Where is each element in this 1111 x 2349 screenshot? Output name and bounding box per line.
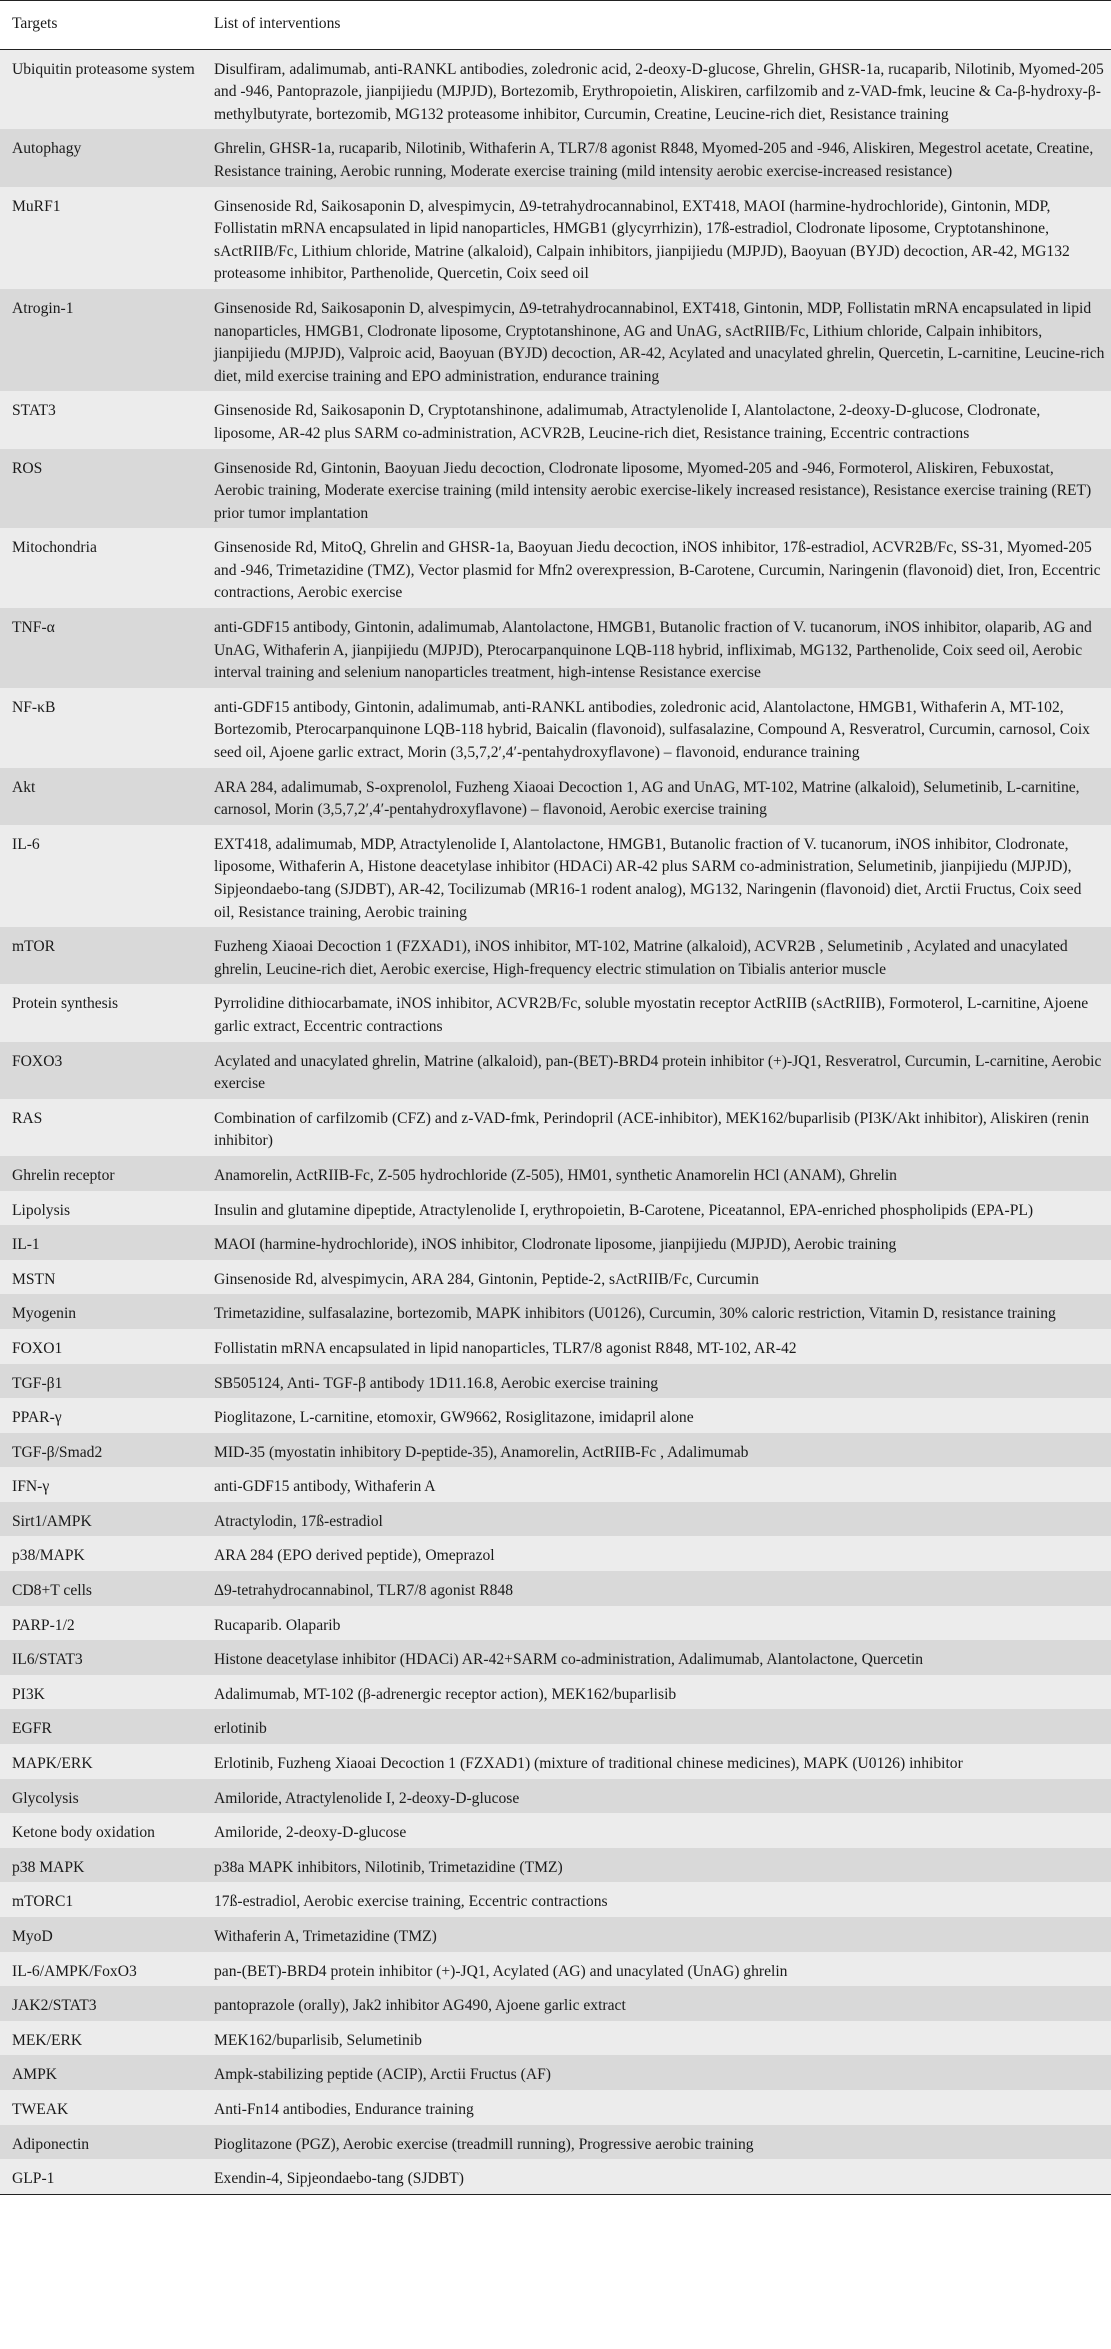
interventions-cell: Acylated and unacylated ghrelin, Matrine (alkaloid), pan-(BET)-BRD4 protein inhibitor (+)-JQ1, Resveratrol, Curcumin, L-carnitine, Aerobic exercise bbox=[202, 1042, 1111, 1099]
interventions-cell: Amiloride, 2-deoxy-D-glucose bbox=[202, 1813, 1111, 1848]
interventions-cell: Exendin-4, Sipjeondaebo-tang (SJDBT) bbox=[202, 2159, 1111, 2194]
target-cell: Mitochondria bbox=[0, 528, 202, 608]
interventions-cell: Pioglitazone (PGZ), Aerobic exercise (treadmill running), Progressive aerobic training bbox=[202, 2125, 1111, 2160]
target-cell: Adiponectin bbox=[0, 2125, 202, 2160]
target-cell: IFN-γ bbox=[0, 1467, 202, 1502]
interventions-cell: Pioglitazone, L-carnitine, etomoxir, GW9662, Rosiglitazone, imidapril alone bbox=[202, 1398, 1111, 1433]
interventions-cell: anti-GDF15 antibody, Withaferin A bbox=[202, 1467, 1111, 1502]
target-cell: IL-6 bbox=[0, 825, 202, 927]
target-cell: PPAR-γ bbox=[0, 1398, 202, 1433]
interventions-cell: Adalimumab, MT-102 (β-adrenergic receptor action), MEK162/buparlisib bbox=[202, 1675, 1111, 1710]
target-cell: Ghrelin receptor bbox=[0, 1156, 202, 1191]
target-cell: TNF-α bbox=[0, 608, 202, 688]
interventions-cell: pantoprazole (orally), Jak2 inhibitor AG490, Ajoene garlic extract bbox=[202, 1986, 1111, 2021]
target-cell: Ubiquitin proteasome system bbox=[0, 49, 202, 129]
target-cell: Glycolysis bbox=[0, 1779, 202, 1814]
table-row bbox=[0, 1225, 1111, 1260]
interventions-cell: Histone deacetylase inhibitor (HDACi) AR-42+SARM co-administration, Adalimumab, Alantolactone, Quercetin bbox=[202, 1640, 1111, 1675]
interventions-cell: ARA 284, adalimumab, S-oxprenolol, Fuzheng Xiaoai Decoction 1, AG and UnAG, MT-102, Matrine (alkaloid), Selumetinib, L-carnitine, carnosol, Morin (3,5,7,2′,4′-pentahydroxyflavone) – flavonoid, Aerobic exercise training bbox=[202, 768, 1111, 825]
target-cell: Protein synthesis bbox=[0, 984, 202, 1041]
target-cell: MuRF1 bbox=[0, 187, 202, 289]
table-row bbox=[0, 2125, 1111, 2160]
interventions-cell: MAOI (harmine-hydrochloride), iNOS inhibitor, Clodronate liposome, jianpijiedu (MJPJD), Aerobic training bbox=[202, 1225, 1111, 1260]
interventions-cell: Insulin and glutamine dipeptide, Atractylenolide I, erythropoietin, B-Carotene, Piceatannol, EPA-enriched phospholipids (EPA-PL) bbox=[202, 1191, 1111, 1226]
table-row bbox=[0, 187, 1111, 289]
table-row bbox=[0, 1606, 1111, 1641]
header-interventions: List of interventions bbox=[202, 1, 1111, 50]
table-row bbox=[0, 1364, 1111, 1399]
table-row bbox=[0, 1156, 1111, 1191]
table-row bbox=[0, 1571, 1111, 1606]
interventions-cell: Rucaparib. Olaparib bbox=[202, 1606, 1111, 1641]
interventions-cell: Trimetazidine, sulfasalazine, bortezomib, MAPK inhibitors (U0126), Curcumin, 30% caloric restriction, Vitamin D, resistance training bbox=[202, 1294, 1111, 1329]
table-row bbox=[0, 2021, 1111, 2056]
target-cell: Ketone body oxidation bbox=[0, 1813, 202, 1848]
interventions-cell: Pyrrolidine dithiocarbamate, iNOS inhibitor, ACVR2B/Fc, soluble myostatin receptor ActRIIB (sActRIIB), Formoterol, L-carnitine, Ajoene garlic extract, Eccentric contractions bbox=[202, 984, 1111, 1041]
table-row bbox=[0, 1467, 1111, 1502]
target-cell: MEK/ERK bbox=[0, 2021, 202, 2056]
interventions-cell: Anti-Fn14 antibodies, Endurance training bbox=[202, 2090, 1111, 2125]
table-row bbox=[0, 1675, 1111, 1710]
table-row bbox=[0, 1744, 1111, 1779]
table-row bbox=[0, 1191, 1111, 1226]
table-row bbox=[0, 608, 1111, 688]
target-cell: IL-6/AMPK/FoxO3 bbox=[0, 1952, 202, 1987]
interventions-cell: MID-35 (myostatin inhibitory D-peptide-35), Anamorelin, ActRIIB-Fc , Adalimumab bbox=[202, 1433, 1111, 1468]
table-row bbox=[0, 289, 1111, 391]
interventions-cell: anti-GDF15 antibody, Gintonin, adalimumab, Alantolactone, HMGB1, Butanolic fraction of V. tucanorum, iNOS inhibitor, olaparib, AG and UnAG, Withaferin A, jianpijiedu (MJPJD), Pterocarpanquinone LQB-118 hybrid, infliximab, MG132, Parthenolide, Coix seed oil, Aerobic interval training and selenium nanoparticles treatment, high-intense Resistance exercise bbox=[202, 608, 1111, 688]
interventions-cell: Ginsenoside Rd, Saikosaponin D, alvespimycin, Δ9-tetrahydrocannabinol, EXT418, MAOI (harmine-hydrochloride), Gintonin, MDP, Follistatin mRNA encapsulated in lipid nanoparticles, HMGB1 (glycyrrhizin), 17ß-estradiol, Clodronate liposome, Cryptotanshinone, sActRIIB/Fc, Lithium chloride, Matrine (alkaloid), Calpain inhibitors, jianpijiedu (MJPJD), Baoyuan (BYJD) decoction, AR-42, MG132 proteasome inhibitor, Parthenolide, Quercetin, Coix seed oil bbox=[202, 187, 1111, 289]
table-row bbox=[0, 1882, 1111, 1917]
table-row bbox=[0, 1294, 1111, 1329]
table-row bbox=[0, 2090, 1111, 2125]
target-cell: PARP-1/2 bbox=[0, 1606, 202, 1641]
interventions-cell: Ginsenoside Rd, MitoQ, Ghrelin and GHSR-1a, Baoyuan Jiedu decoction, iNOS inhibitor, 17ß-estradiol, ACVR2B/Fc, SS-31, Myomed-205 and -946, Trimetazidine (TMZ), Vector plasmid for Mfn2 overexpression, B-Carotene, Curcumin, Naringenin (flavonoid) diet, Iron, Eccentric contractions, Aerobic exercise bbox=[202, 528, 1111, 608]
target-cell: MAPK/ERK bbox=[0, 1744, 202, 1779]
table-row bbox=[0, 129, 1111, 186]
table-row bbox=[0, 449, 1111, 529]
table-row bbox=[0, 984, 1111, 1041]
table-row bbox=[0, 1099, 1111, 1156]
target-cell: Sirt1/AMPK bbox=[0, 1502, 202, 1537]
target-cell: GLP-1 bbox=[0, 2159, 202, 2194]
target-cell: p38/MAPK bbox=[0, 1536, 202, 1571]
table-row bbox=[0, 688, 1111, 768]
interventions-cell: Ampk-stabilizing peptide (ACIP), Arctii Fructus (AF) bbox=[202, 2055, 1111, 2090]
table-row bbox=[0, 1260, 1111, 1295]
interventions-cell: anti-GDF15 antibody, Gintonin, adalimumab, anti-RANKL antibodies, zoledronic acid, Alantolactone, HMGB1, Withaferin A, MT-102, Bortezomib, Pterocarpanquinone LQB-118 hybrid, Baicalin (flavonoid), sulfasalazine, Compound A, Resveratrol, Curcumin, carnosol, Coix seed oil, Ajoene garlic extract, Morin (3,5,7,2′,4′-pentahydroxyflavone) – flavonoid, endurance training bbox=[202, 688, 1111, 768]
target-cell: Atrogin-1 bbox=[0, 289, 202, 391]
target-cell: mTORC1 bbox=[0, 1882, 202, 1917]
interventions-cell: MEK162/buparlisib, Selumetinib bbox=[202, 2021, 1111, 2056]
table-row bbox=[0, 1042, 1111, 1099]
table-row bbox=[0, 2159, 1111, 2194]
interventions-cell: 17ß-estradiol, Aerobic exercise training, Eccentric contractions bbox=[202, 1882, 1111, 1917]
interventions-cell: EXT418, adalimumab, MDP, Atractylenolide I, Alantolactone, HMGB1, Butanolic fraction of V. tucanorum, iNOS inhibitor, Clodronate, liposome, Withaferin A, Histone deacetylase inhibitor (HDACi) AR-42 plus SARM co-administration, Selumetinib, jianpijiedu (MJPJD), Sipjeondaebo-tang (SJDBT), AR-42, Tocilizumab (MR16-1 rodent analog), MG132, Naringenin (flavonoid) diet, Arctii Fructus, Coix seed oil, Resistance training, Aerobic training bbox=[202, 825, 1111, 927]
target-cell: Lipolysis bbox=[0, 1191, 202, 1226]
target-cell: RAS bbox=[0, 1099, 202, 1156]
interventions-cell: pan-(BET)-BRD4 protein inhibitor (+)-JQ1, Acylated (AG) and unacylated (UnAG) ghrelin bbox=[202, 1952, 1111, 1987]
interventions-cell: Ginsenoside Rd, Saikosaponin D, alvespimycin, Δ9-tetrahydrocannabinol, EXT418, Gintonin, MDP, Follistatin mRNA encapsulated in lipid nanoparticles, HMGB1, Clodronate liposome, Cryptotanshinone, AG and UnAG, sActRIIB/Fc, Lithium chloride, Calpain inhibitors, jianpijiedu (MJPJD), Valproic acid, Baoyuan (BYJD) decoction, AR-42, Acylated and unacylated ghrelin, Quercetin, L-carnitine, Leucine-rich diet, mild exercise training and EPO administration, endurance training bbox=[202, 289, 1111, 391]
target-cell: TGF-β1 bbox=[0, 1364, 202, 1399]
target-cell: CD8+T cells bbox=[0, 1571, 202, 1606]
table-row bbox=[0, 1986, 1111, 2021]
interventions-cell: Δ9-tetrahydrocannabinol, TLR7/8 agonist R848 bbox=[202, 1571, 1111, 1606]
target-cell: PI3K bbox=[0, 1675, 202, 1710]
target-cell: FOXO1 bbox=[0, 1329, 202, 1364]
header-row bbox=[0, 1, 1111, 50]
target-cell: FOXO3 bbox=[0, 1042, 202, 1099]
interventions-cell: SB505124, Anti- TGF-β antibody 1D11.16.8, Aerobic exercise training bbox=[202, 1364, 1111, 1399]
table-row bbox=[0, 49, 1111, 129]
interventions-cell: Ginsenoside Rd, alvespimycin, ARA 284, Gintonin, Peptide-2, sActRIIB/Fc, Curcumin bbox=[202, 1260, 1111, 1295]
target-cell: Myogenin bbox=[0, 1294, 202, 1329]
interventions-cell: Ginsenoside Rd, Gintonin, Baoyuan Jiedu decoction, Clodronate liposome, Myomed-205 and -946, Formoterol, Aliskiren, Febuxostat, Aerobic training, Moderate exercise training (mild intensity aerobic exercise-likely increased resistance), Resistance exercise training (RET) prior tumor implantation bbox=[202, 449, 1111, 529]
interventions-cell: Withaferin A, Trimetazidine (TMZ) bbox=[202, 1917, 1111, 1952]
interventions-cell: Ginsenoside Rd, Saikosaponin D, Cryptotanshinone, adalimumab, Atractylenolide I, Alantolactone, 2-deoxy-D-glucose, Clodronate, liposome, AR-42 plus SARM co-administration, ACVR2B, Leucine-rich diet, Resistance training, Eccentric contractions bbox=[202, 391, 1111, 448]
table-row bbox=[0, 1640, 1111, 1675]
interventions-cell: Combination of carfilzomib (CFZ) and z-VAD-fmk, Perindopril (ACE-inhibitor), MEK162/buparlisib (PI3K/Akt inhibitor), Aliskiren (renin inhibitor) bbox=[202, 1099, 1111, 1156]
table-row bbox=[0, 2055, 1111, 2090]
table-row bbox=[0, 1536, 1111, 1571]
target-cell: JAK2/STAT3 bbox=[0, 1986, 202, 2021]
target-cell: STAT3 bbox=[0, 391, 202, 448]
target-cell: MyoD bbox=[0, 1917, 202, 1952]
interventions-cell: Follistatin mRNA encapsulated in lipid nanoparticles, TLR7/8 agonist R848, MT-102, AR-42 bbox=[202, 1329, 1111, 1364]
interventions-cell: Atractylodin, 17ß-estradiol bbox=[202, 1502, 1111, 1537]
table-row bbox=[0, 825, 1111, 927]
table-body bbox=[0, 49, 1111, 2194]
target-cell: EGFR bbox=[0, 1709, 202, 1744]
table-row bbox=[0, 768, 1111, 825]
target-cell: TGF-β/Smad2 bbox=[0, 1433, 202, 1468]
table-row bbox=[0, 1813, 1111, 1848]
table-row bbox=[0, 1709, 1111, 1744]
target-cell: NF-κB bbox=[0, 688, 202, 768]
table-row bbox=[0, 391, 1111, 448]
interventions-cell: p38a MAPK inhibitors, Nilotinib, Trimetazidine (TMZ) bbox=[202, 1848, 1111, 1883]
table-row bbox=[0, 1952, 1111, 1987]
interventions-cell: ARA 284 (EPO derived peptide), Omeprazol bbox=[202, 1536, 1111, 1571]
table-row bbox=[0, 1848, 1111, 1883]
interventions-cell: Fuzheng Xiaoai Decoction 1 (FZXAD1), iNOS inhibitor, MT-102, Matrine (alkaloid), ACVR2B , Selumetinib , Acylated and unacylated ghrelin, Leucine-rich diet, Aerobic exercise, High-frequency electric stimulation on Tibialis anterior muscle bbox=[202, 927, 1111, 984]
target-cell: IL-1 bbox=[0, 1225, 202, 1260]
header-targets: Targets bbox=[0, 1, 202, 50]
target-cell: ROS bbox=[0, 449, 202, 529]
table-row bbox=[0, 1917, 1111, 1952]
interventions-cell: Disulfiram, adalimumab, anti-RANKL antibodies, zoledronic acid, 2-deoxy-D-glucose, Ghrelin, GHSR-1a, rucaparib, Nilotinib, Myomed-205 and -946, Pantoprazole, jianpijiedu (MJPJD), Bortezomib, Erythropoietin, Aliskiren, carfilzomib and z-VAD-fmk, leucine & Ca-β-hydroxy-β-methylbutyrate, bortezomib, MG132 proteasome inhibitor, Curcumin, Creatine, Leucine-rich diet, Resistance training bbox=[202, 49, 1111, 129]
target-cell: MSTN bbox=[0, 1260, 202, 1295]
target-cell: mTOR bbox=[0, 927, 202, 984]
target-cell: TWEAK bbox=[0, 2090, 202, 2125]
table-header bbox=[0, 1, 1111, 50]
target-cell: AMPK bbox=[0, 2055, 202, 2090]
table-row bbox=[0, 1502, 1111, 1537]
interventions-cell: erlotinib bbox=[202, 1709, 1111, 1744]
table-row bbox=[0, 927, 1111, 984]
table-row bbox=[0, 1779, 1111, 1814]
target-cell: IL6/STAT3 bbox=[0, 1640, 202, 1675]
target-cell: Akt bbox=[0, 768, 202, 825]
interventions-cell: Anamorelin, ActRIIB-Fc, Z-505 hydrochloride (Z-505), HM01, synthetic Anamorelin HCl (ANAM), Ghrelin bbox=[202, 1156, 1111, 1191]
table-row bbox=[0, 1329, 1111, 1364]
target-cell: Autophagy bbox=[0, 129, 202, 186]
target-cell: p38 MAPK bbox=[0, 1848, 202, 1883]
interventions-cell: Amiloride, Atractylenolide I, 2-deoxy-D-glucose bbox=[202, 1779, 1111, 1814]
table-row bbox=[0, 1398, 1111, 1433]
interventions-cell: Erlotinib, Fuzheng Xiaoai Decoction 1 (FZXAD1) (mixture of traditional chinese medicines), MAPK (U0126) inhibitor bbox=[202, 1744, 1111, 1779]
table-row bbox=[0, 1433, 1111, 1468]
interventions-cell: Ghrelin, GHSR-1a, rucaparib, Nilotinib, Withaferin A, TLR7/8 agonist R848, Myomed-205 and -946, Aliskiren, Megestrol acetate, Creatine, Resistance training, Aerobic running, Moderate exercise training (mild intensity aerobic exercise-increased resistance) bbox=[202, 129, 1111, 186]
table-row bbox=[0, 528, 1111, 608]
